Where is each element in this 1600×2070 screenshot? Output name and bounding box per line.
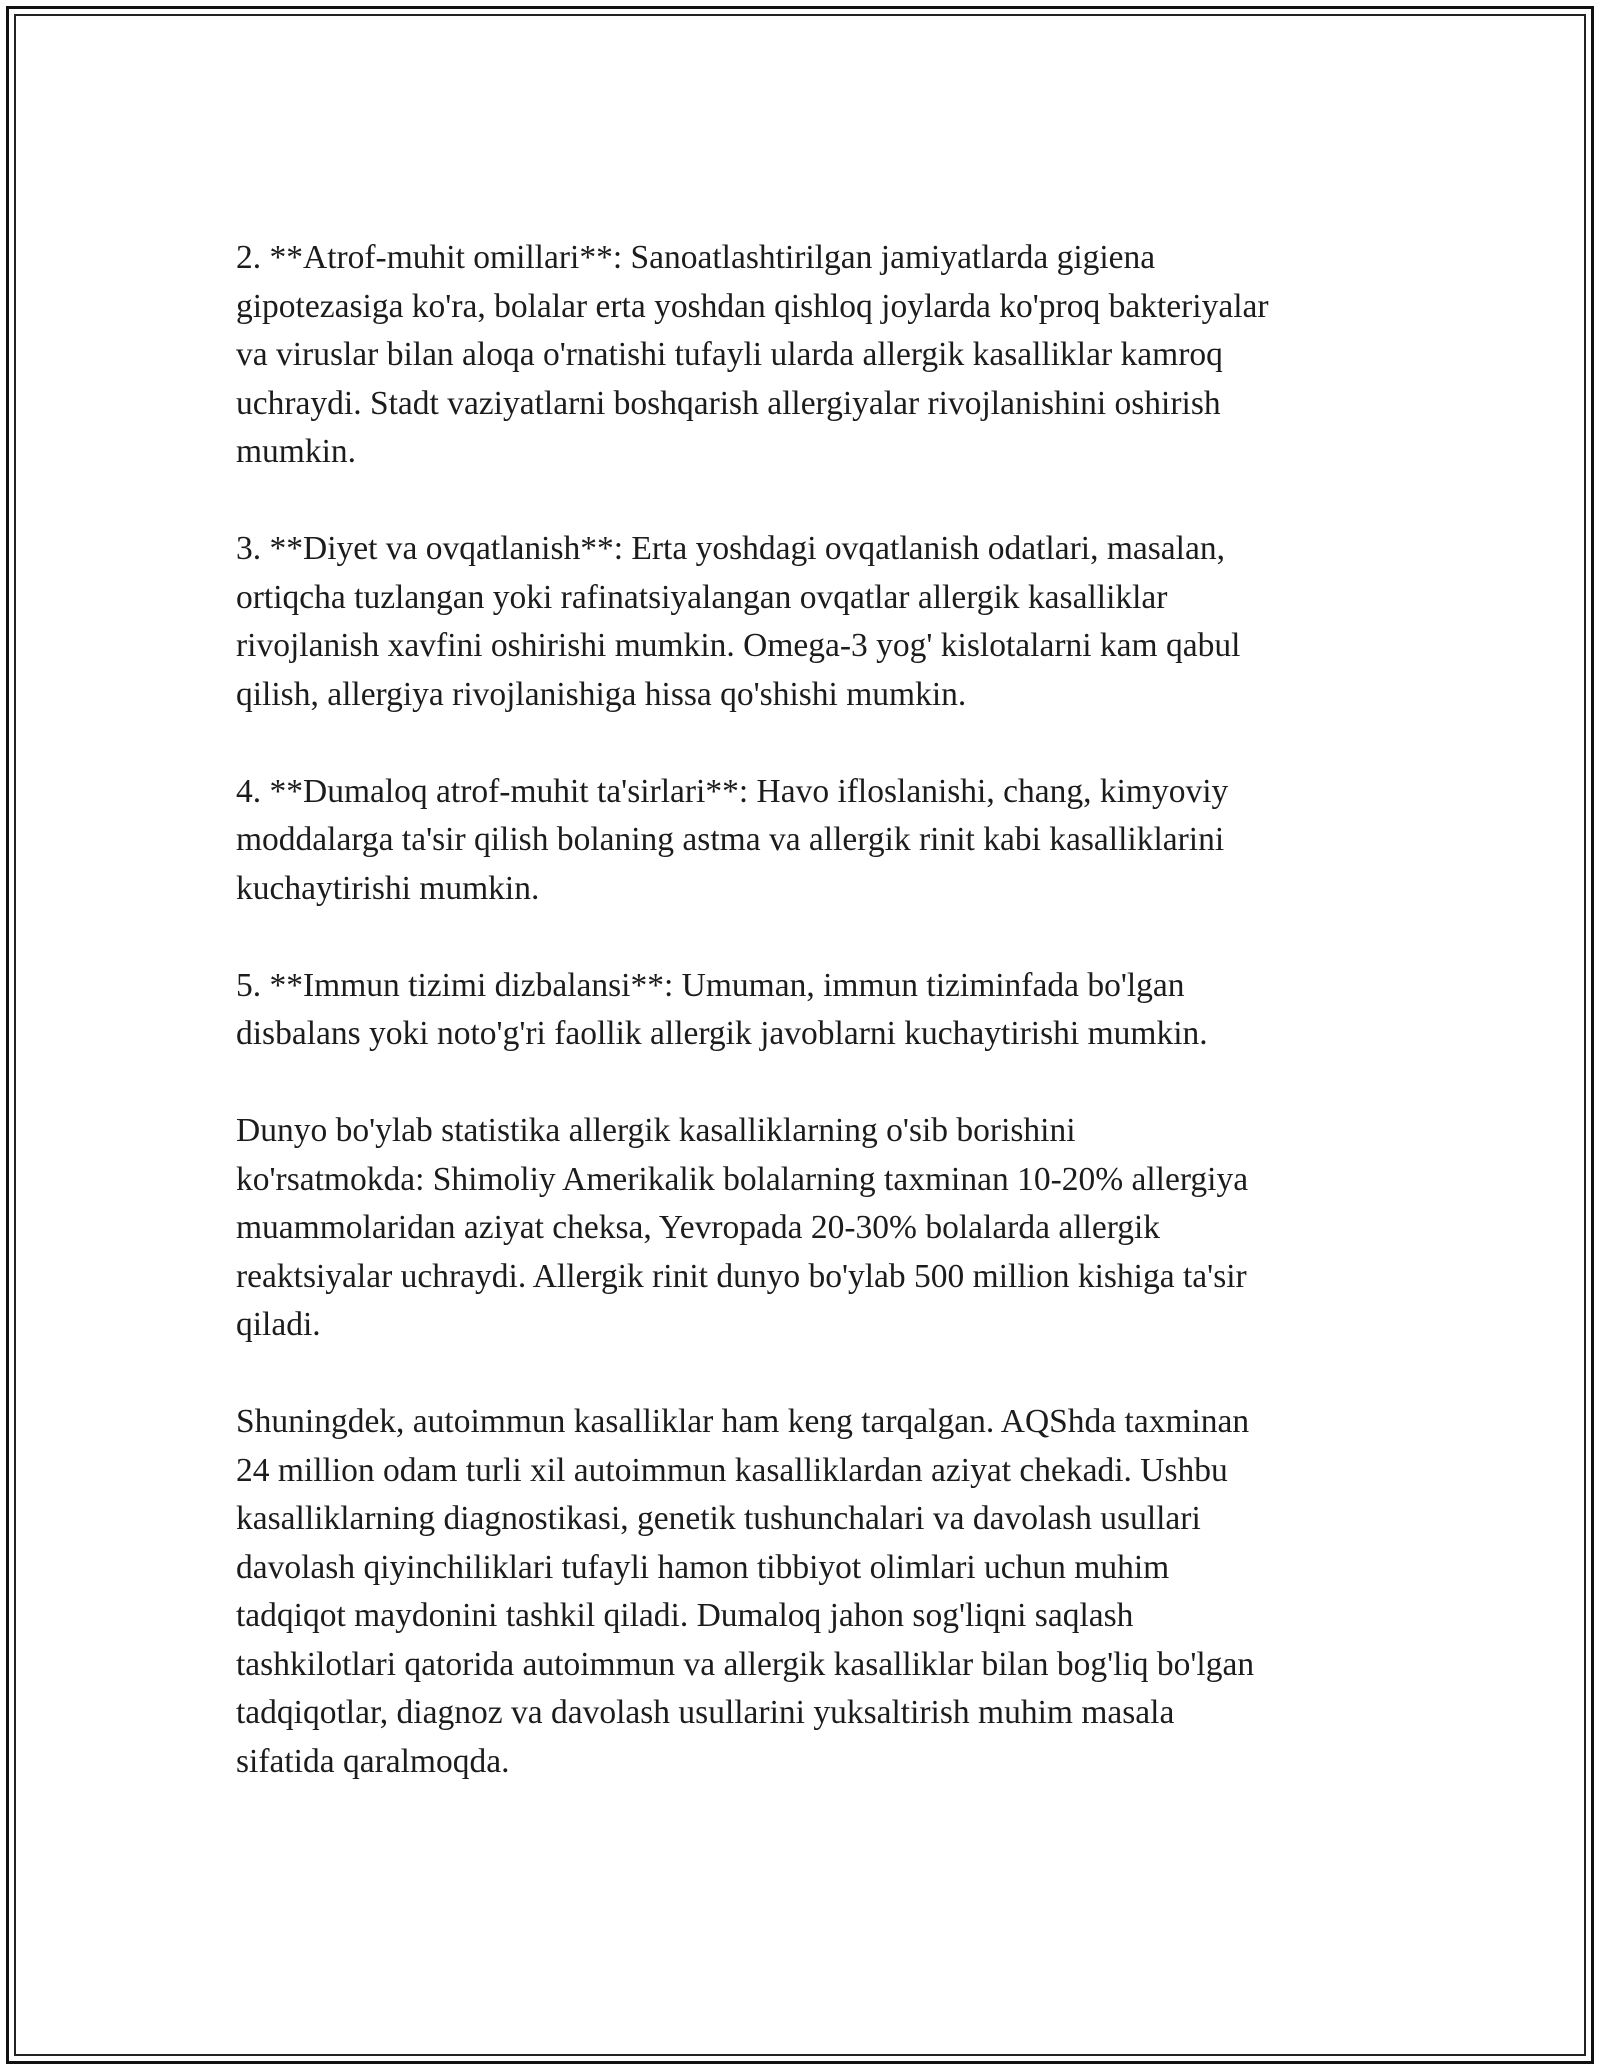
text-line: tadqiqotlar, diagnoz va davolash usullarini yuksaltirish muhim masala [236,1694,1175,1731]
paragraph-dumaloq [236,768,1366,914]
text-line: 2. **Atrof-muhit omillari**: Sanoatlashtirilgan jamiyatlarda gigiena [236,239,1156,276]
text-line: qilish, allergiya rivojlanishiga hissa qo'shishi mumkin. [236,675,967,713]
document-body [236,234,1366,1786]
text-line: tashkilotlari qatorida autoimmun va allergik kasalliklar bilan bog'liq bo'lgan [236,1645,1255,1683]
text-line: ko'rsatmokda: Shimoliy Amerikalik bolalarning taxminan 10-20% allergiya [236,1160,1249,1198]
text-line: sifatida qaralmoqda. [236,1742,510,1780]
paragraph-autoimmun [236,1398,1366,1786]
text-line: moddalarga ta'sir qilish bolaning astma va allergik rinit kabi kasalliklarini [236,821,1225,858]
text-line: disbalans yoki noto'g'ri faollik allergik javoblarni kuchaytirishi mumkin. [236,1015,1208,1052]
text-line: muammolaridan aziyat cheksa, Yevropada 20-30% bolalarda allergik [236,1209,1161,1246]
text-line: Dunyo bo'ylab statistika allergik kasalliklarning o'sib borishini [236,1112,1076,1149]
text-line: ortiqcha tuzlangan yoki rafinatsiyalangan ovqatlar allergik kasalliklar [236,578,1168,616]
text-line: mumkin. [236,433,357,470]
text-line: 5. **Immun tizimi dizbalansi**: Umuman, immun tiziminfada bo'lgan [236,966,1185,1004]
text-line: va viruslar bilan aloqa o'rnatishi tufayli ularda allergik kasalliklar kamroq [236,336,1223,373]
text-line: gipotezasiga ko'ra, bolalar erta yoshdan qishloq joylarda ko'proq bakteriyalar [236,287,1269,325]
paragraph-statistika [236,1107,1366,1350]
text-line: kasalliklarning diagnostikasi, genetik tushunchalari va davolash usullari [236,1500,1201,1537]
text-line: tadqiqot maydonini tashkil qiladi. Dumaloq jahon sog'liqni saqlash [236,1597,1134,1634]
text-line: uchraydi. Stadt vaziyatlarni boshqarish allergiyalar rivojlanishini oshirish [236,384,1221,422]
text-line: 24 million odam turli xil autoimmun kasalliklardan aziyat chekadi. Ushbu [236,1451,1228,1489]
text-line: kuchaytirishi mumkin. [236,869,540,907]
paragraph-immun [236,962,1366,1059]
text-line: 3. **Diyet va ovqatlanish**: Erta yoshdagi ovqatlanish odatlari, masalan, [236,530,1225,567]
text-line: reaktsiyalar uchraydi. Allergik rinit dunyo bo'ylab 500 million kishiga ta'sir [236,1257,1247,1295]
paragraph-atrof-muhit [236,234,1366,477]
text-line: davolash qiyinchiliklari tufayli hamon tibbiyot olimlari uchun muhim [236,1548,1170,1586]
text-line: Shuningdek, autoimmun kasalliklar ham keng tarqalgan. AQShda taxminan [236,1403,1250,1440]
paragraph-diyet [236,525,1366,719]
text-line: qiladi. [236,1306,321,1343]
text-line: rivojlanish xavfini oshirishi mumkin. Omega-3 yog' kislotalarni kam qabul [236,627,1241,664]
text-line: 4. **Dumaloq atrof-muhit ta'sirlari**: Havo ifloslanishi, chang, kimyoviy [236,772,1229,810]
